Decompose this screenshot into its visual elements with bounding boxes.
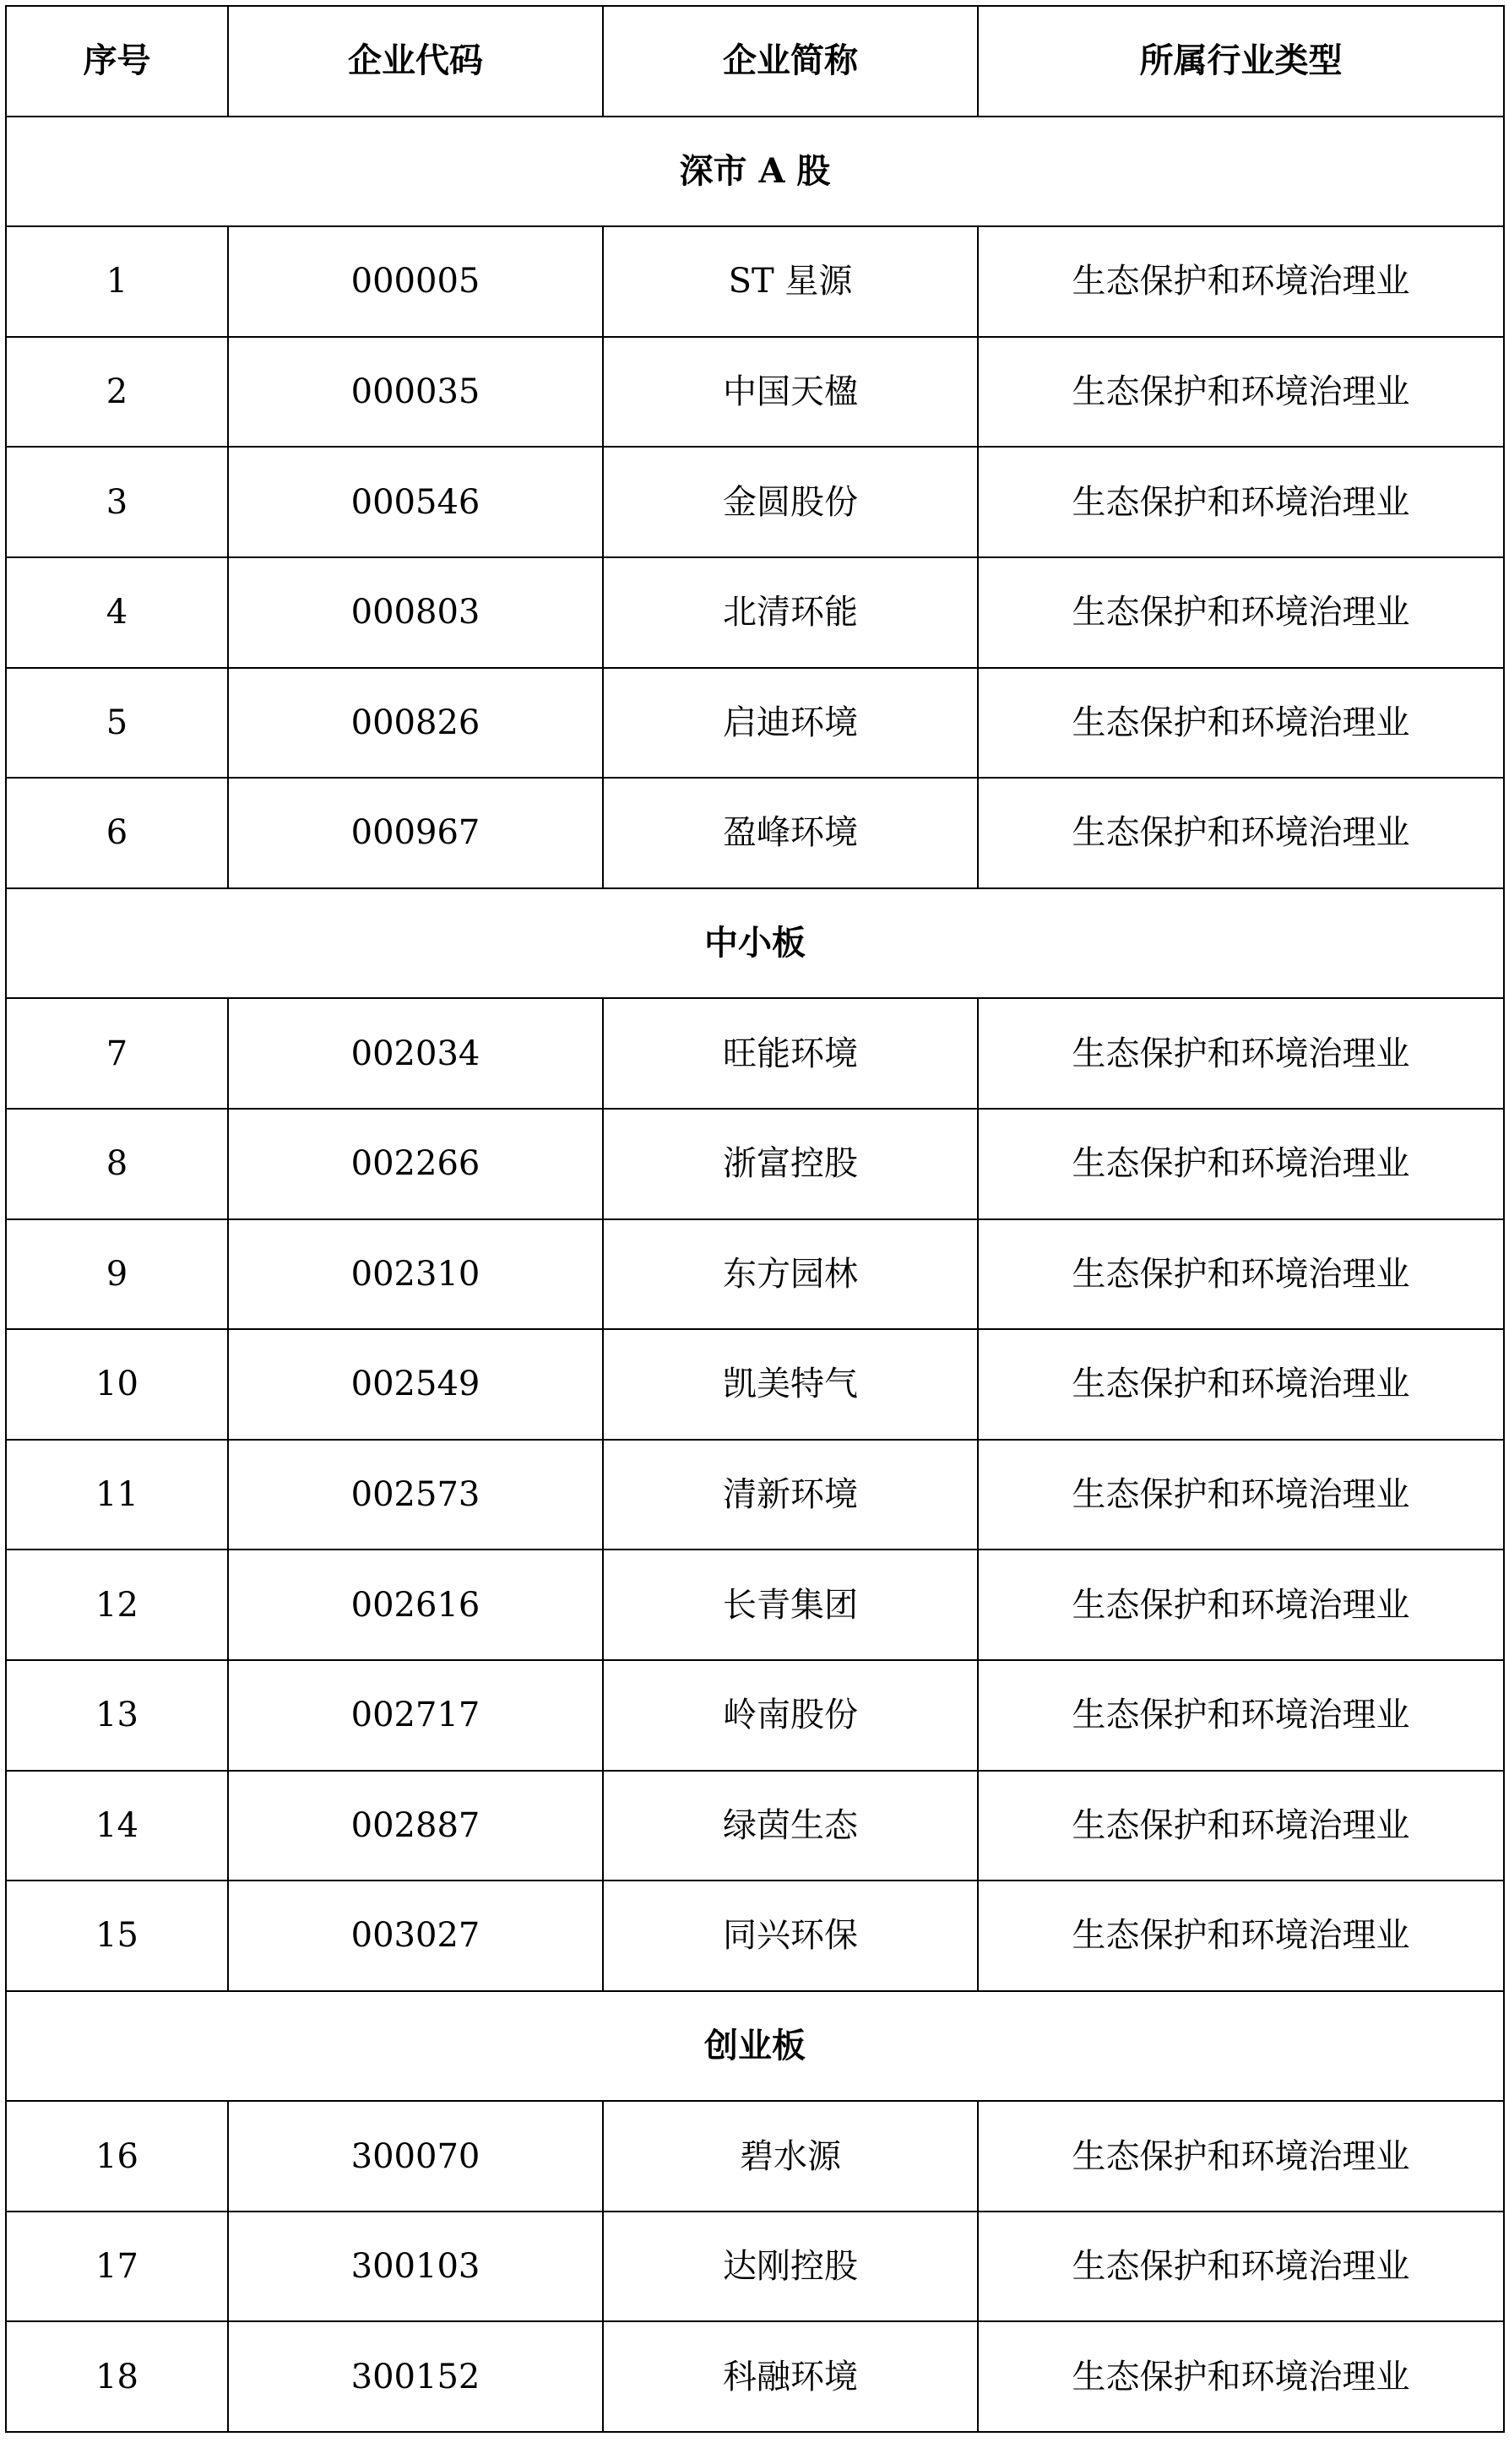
table-row <box>6 1549 1504 1660</box>
company-table <box>5 5 1505 2433</box>
table-row <box>6 1881 1504 1991</box>
name-cell: ST 星源 <box>603 226 978 337</box>
code-cell: 002887 <box>228 1771 603 1881</box>
code-cell: 002616 <box>228 1549 603 1660</box>
industry-cell: 生态保护和环境治理业 <box>978 557 1504 668</box>
industry-cell: 生态保护和环境治理业 <box>978 778 1504 888</box>
industry-cell: 生态保护和环境治理业 <box>978 1549 1504 1660</box>
code-cell: 000803 <box>228 557 603 668</box>
industry-cell: 生态保护和环境治理业 <box>978 2212 1504 2322</box>
code-cell: 000035 <box>228 337 603 448</box>
header-seq: 序号 <box>6 6 228 117</box>
industry-cell: 生态保护和环境治理业 <box>978 2321 1504 2432</box>
table-row <box>6 1660 1504 1771</box>
table-row <box>6 998 1504 1109</box>
table-row <box>6 1771 1504 1881</box>
table-row <box>6 2101 1504 2212</box>
seq-cell: 3 <box>6 447 228 557</box>
industry-cell: 生态保护和环境治理业 <box>978 2101 1504 2212</box>
name-cell: 中国天楹 <box>603 337 978 448</box>
seq-cell: 12 <box>6 1549 228 1660</box>
code-cell: 002266 <box>228 1109 603 1219</box>
name-cell: 碧水源 <box>603 2101 978 2212</box>
industry-cell: 生态保护和环境治理业 <box>978 337 1504 448</box>
seq-cell: 9 <box>6 1219 228 1330</box>
table-row <box>6 557 1504 668</box>
name-cell: 绿茵生态 <box>603 1771 978 1881</box>
seq-cell: 7 <box>6 998 228 1109</box>
section-title: 中小板 <box>6 888 1504 999</box>
header-name: 企业简称 <box>603 6 978 117</box>
section-row <box>6 888 1504 999</box>
table-row <box>6 1440 1504 1550</box>
industry-cell: 生态保护和环境治理业 <box>978 226 1504 337</box>
industry-cell: 生态保护和环境治理业 <box>978 1329 1504 1440</box>
section-title: 创业板 <box>6 1991 1504 2102</box>
seq-cell: 15 <box>6 1881 228 1991</box>
name-cell: 达刚控股 <box>603 2212 978 2322</box>
seq-cell: 11 <box>6 1440 228 1550</box>
code-cell: 300070 <box>228 2101 603 2212</box>
code-cell: 003027 <box>228 1881 603 1991</box>
industry-cell: 生态保护和环境治理业 <box>978 1881 1504 1991</box>
table-row <box>6 778 1504 888</box>
seq-cell: 1 <box>6 226 228 337</box>
header-industry: 所属行业类型 <box>978 6 1504 117</box>
name-cell: 北清环能 <box>603 557 978 668</box>
name-cell: 盈峰环境 <box>603 778 978 888</box>
industry-cell: 生态保护和环境治理业 <box>978 447 1504 557</box>
name-cell: 启迪环境 <box>603 668 978 779</box>
table-row <box>6 2212 1504 2322</box>
name-cell: 岭南股份 <box>603 1660 978 1771</box>
seq-cell: 13 <box>6 1660 228 1771</box>
code-cell: 002717 <box>228 1660 603 1771</box>
table-row <box>6 447 1504 557</box>
name-cell: 长青集团 <box>603 1549 978 1660</box>
table-row <box>6 1329 1504 1440</box>
name-cell: 科融环境 <box>603 2321 978 2432</box>
seq-cell: 8 <box>6 1109 228 1219</box>
name-cell: 凯美特气 <box>603 1329 978 1440</box>
section-row <box>6 1991 1504 2102</box>
seq-cell: 18 <box>6 2321 228 2432</box>
code-cell: 000967 <box>228 778 603 888</box>
code-cell: 002310 <box>228 1219 603 1330</box>
table-row <box>6 226 1504 337</box>
table-row <box>6 1109 1504 1219</box>
name-cell: 旺能环境 <box>603 998 978 1109</box>
table-row <box>6 337 1504 448</box>
table-body <box>6 6 1504 2432</box>
code-cell: 000826 <box>228 668 603 779</box>
table-row <box>6 1219 1504 1330</box>
code-cell: 000005 <box>228 226 603 337</box>
section-row <box>6 117 1504 227</box>
seq-cell: 5 <box>6 668 228 779</box>
industry-cell: 生态保护和环境治理业 <box>978 1440 1504 1550</box>
code-cell: 002034 <box>228 998 603 1109</box>
name-cell: 同兴环保 <box>603 1881 978 1991</box>
industry-cell: 生态保护和环境治理业 <box>978 1109 1504 1219</box>
industry-cell: 生态保护和环境治理业 <box>978 1660 1504 1771</box>
name-cell: 浙富控股 <box>603 1109 978 1219</box>
code-cell: 002573 <box>228 1440 603 1550</box>
code-cell: 002549 <box>228 1329 603 1440</box>
name-cell: 清新环境 <box>603 1440 978 1550</box>
industry-cell: 生态保护和环境治理业 <box>978 1771 1504 1881</box>
industry-cell: 生态保护和环境治理业 <box>978 668 1504 779</box>
seq-cell: 10 <box>6 1329 228 1440</box>
name-cell: 金圆股份 <box>603 447 978 557</box>
section-title: 深市 A 股 <box>6 117 1504 227</box>
table-row <box>6 668 1504 779</box>
industry-cell: 生态保护和环境治理业 <box>978 1219 1504 1330</box>
seq-cell: 2 <box>6 337 228 448</box>
code-cell: 300152 <box>228 2321 603 2432</box>
code-cell: 300103 <box>228 2212 603 2322</box>
code-cell: 000546 <box>228 447 603 557</box>
header-row <box>6 6 1504 117</box>
industry-cell: 生态保护和环境治理业 <box>978 998 1504 1109</box>
header-code: 企业代码 <box>228 6 603 117</box>
seq-cell: 6 <box>6 778 228 888</box>
table-row <box>6 2321 1504 2432</box>
seq-cell: 14 <box>6 1771 228 1881</box>
seq-cell: 16 <box>6 2101 228 2212</box>
seq-cell: 4 <box>6 557 228 668</box>
name-cell: 东方园林 <box>603 1219 978 1330</box>
seq-cell: 17 <box>6 2212 228 2322</box>
